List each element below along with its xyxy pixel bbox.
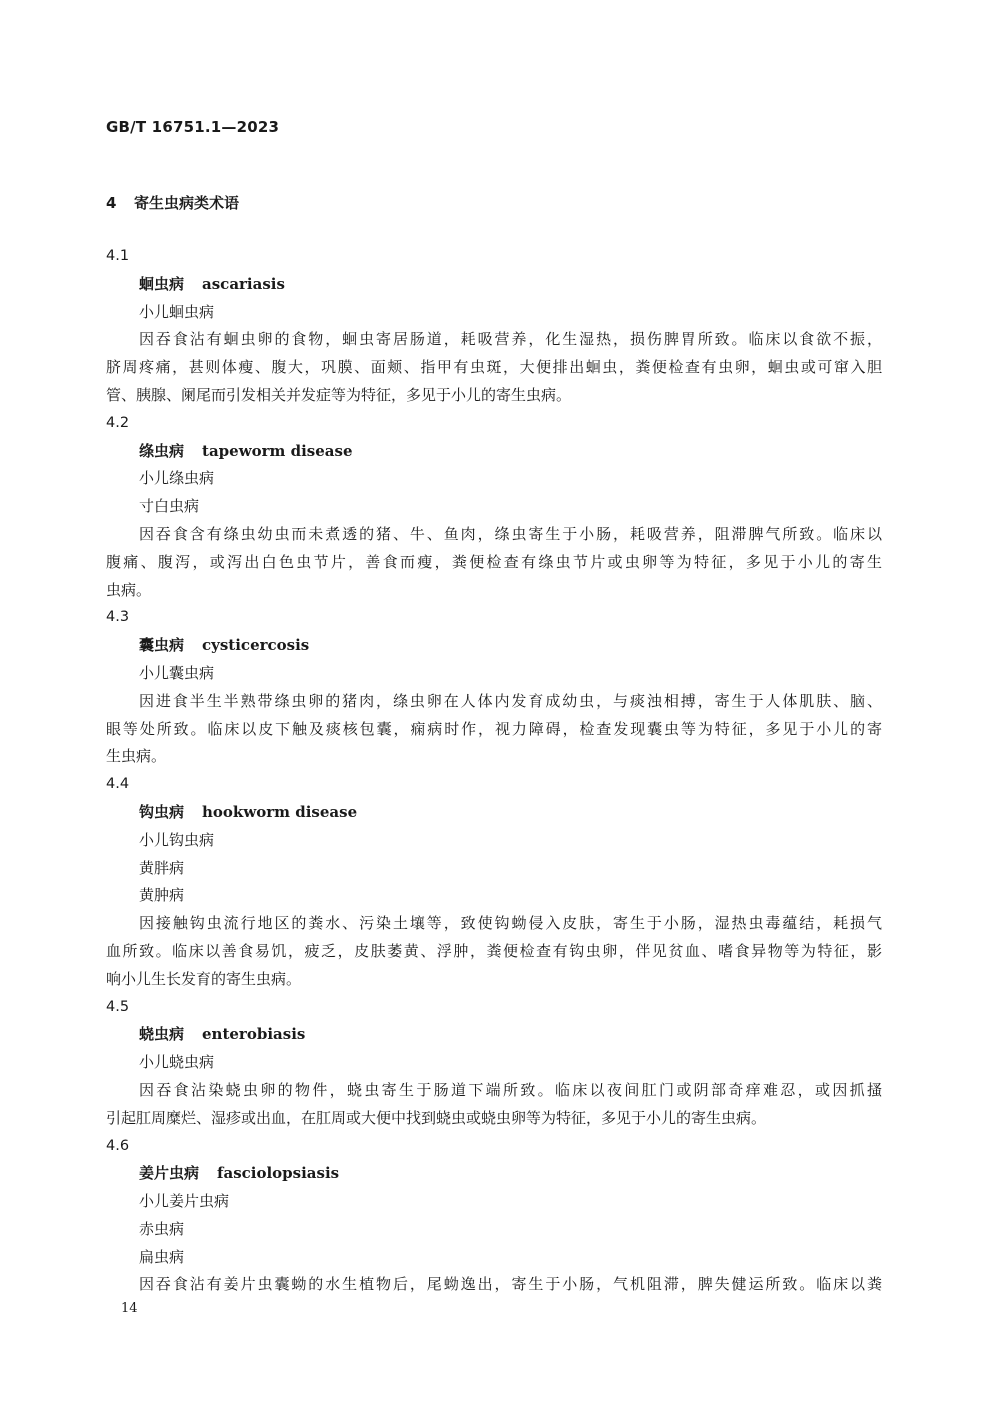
definition-line: 虫病。	[106, 580, 152, 599]
definition-line: 腹痛、腹泻，或泻出白色虫节片，善食而瘦，粪便检查有绦虫节片或虫卵等为特征，多见于小儿的寄生	[106, 552, 882, 571]
term-synonym: 寸白虫病	[139, 497, 200, 516]
section-number: 4.4	[106, 776, 130, 793]
term-entry	[106, 604, 882, 771]
definition-line: 因接触钩虫流行地区的粪水、污染土壤等，致使钩蚴侵入皮肤，寄生于小肠，湿热虫毒蕴结，耗损气	[139, 914, 882, 933]
section-number: 4.5	[106, 998, 130, 1015]
chapter-heading	[106, 192, 239, 213]
term-chinese: 蛔虫病	[139, 274, 185, 293]
term-definition	[106, 910, 882, 993]
definition-line: 管、胰腺、阑尾而引发相关并发症等为特征，多见于小儿的寄生虫病。	[106, 385, 572, 404]
standard-number: GB/T 16751.1—2023	[106, 118, 280, 136]
term-definition	[106, 1271, 882, 1299]
section-number: 4.2	[106, 414, 130, 431]
term-chinese: 蛲虫病	[139, 1025, 185, 1044]
section-number: 4.3	[106, 609, 130, 626]
section-number: 4.1	[106, 248, 130, 264]
term-list	[106, 243, 882, 1299]
term-heading	[106, 438, 882, 466]
term-english: cysticercosis	[202, 636, 310, 655]
term-synonym: 小儿囊虫病	[139, 663, 215, 682]
term-entry	[106, 994, 882, 1133]
term-heading	[106, 632, 882, 660]
definition-line: 因进食半生半熟带绦虫卵的猪肉，绦虫卵在人体内发育成幼虫，与痰浊相搏，寄生于人体肌肤、脑、	[139, 691, 882, 710]
term-definition	[106, 326, 882, 409]
term-english: hookworm disease	[202, 802, 358, 821]
term-synonym: 扁虫病	[139, 1247, 185, 1266]
definition-line: 因吞食沾有姜片虫囊蚴的水生植物后，尾蚴逸出，寄生于小肠，气机阻滞，脾失健运所致。临床以粪	[139, 1275, 882, 1294]
definition-line: 生虫病。	[106, 747, 167, 766]
term-entry	[106, 243, 882, 410]
page-number: 14	[121, 1301, 138, 1316]
definition-line: 引起肛周糜烂、湿疹或出血，在肛周或大便中找到蛲虫或蛲虫卵等为特征，多见于小儿的寄生虫病。	[106, 1108, 767, 1127]
term-english: tapeworm disease	[202, 441, 353, 460]
term-english: enterobiasis	[202, 1025, 306, 1044]
term-entry	[106, 771, 882, 993]
term-chinese: 绦虫病	[139, 441, 185, 460]
term-entry	[106, 410, 882, 605]
definition-line: 因吞食沾染蛲虫卵的物件，蛲虫寄生于肠道下端所致。临床以夜间肛门或阴部奇痒难忍，或因抓搔	[139, 1080, 882, 1099]
term-chinese: 钩虫病	[139, 802, 185, 821]
term-synonym: 小儿钩虫病	[139, 830, 215, 849]
term-definition	[106, 1077, 882, 1133]
term-synonym: 小儿姜片虫病	[139, 1192, 230, 1211]
term-synonym: 黄肿病	[139, 886, 185, 905]
term-entry	[106, 1133, 882, 1300]
chapter-title: 寄生虫病类术语	[134, 194, 240, 212]
chapter-number: 4	[106, 194, 117, 212]
term-chinese: 姜片虫病	[139, 1164, 200, 1183]
term-synonym: 赤虫病	[139, 1219, 185, 1238]
term-heading	[106, 1160, 882, 1188]
term-heading	[106, 1021, 882, 1049]
term-synonym: 小儿蛲虫病	[139, 1053, 215, 1072]
term-synonym: 小儿绦虫病	[139, 469, 215, 488]
term-synonym: 小儿蛔虫病	[139, 302, 215, 321]
section-number: 4.6	[106, 1137, 130, 1154]
definition-line: 因吞食沾有蛔虫卵的食物，蛔虫寄居肠道，耗吸营养，化生湿热，损伤脾胃所致。临床以食欲不振，	[139, 330, 882, 349]
definition-line: 因吞食含有绦虫幼虫而未煮透的猪、牛、鱼肉，绦虫寄生于小肠，耗吸营养，阻滞脾气所致。临床以	[139, 524, 882, 543]
definition-line: 血所致。临床以善食易饥，疲乏，皮肤萎黄、浮肿，粪便检查有钩虫卵，伴见贫血、嗜食异物等为特征，影	[106, 941, 882, 960]
definition-line: 响小儿生长发育的寄生虫病。	[106, 969, 302, 988]
definition-line: 脐周疼痛，甚则体瘦、腹大，巩膜、面颊、指甲有虫斑，大便排出蛔虫，粪便检查有虫卵，蛔虫或可窜入胆	[106, 358, 882, 377]
term-definition	[106, 688, 882, 771]
definition-line: 眼等处所致。临床以皮下触及痰核包囊，痫病时作，视力障碍，检查发现囊虫等为特征，多见于小儿的寄	[106, 719, 882, 738]
term-definition	[106, 521, 882, 604]
term-heading	[106, 799, 882, 827]
term-heading	[106, 271, 882, 299]
term-synonym: 黄胖病	[139, 858, 185, 877]
term-english: ascariasis	[202, 274, 285, 293]
term-chinese: 囊虫病	[139, 636, 185, 655]
term-english: fasciolopsiasis	[217, 1164, 340, 1183]
